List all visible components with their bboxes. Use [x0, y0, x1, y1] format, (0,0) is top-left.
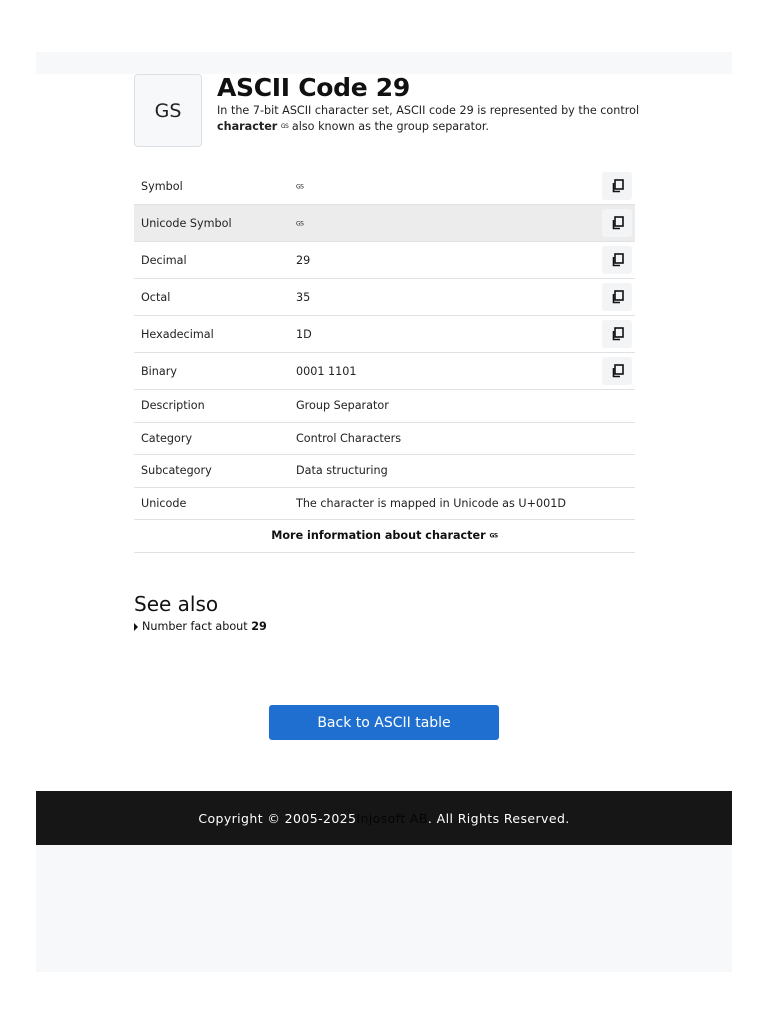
row-label: Decimal [134, 242, 289, 279]
table-row-category [134, 422, 635, 455]
footer-copyright-suffix: . All Rights Reserved. [427, 810, 570, 826]
table-row-description [134, 390, 635, 423]
copy-icon [611, 216, 624, 230]
table-row-octal [134, 279, 635, 316]
intro-suffix: also known as the group separator. [288, 120, 489, 133]
more-info-link[interactable] [134, 520, 635, 553]
row-label: Octal [134, 279, 289, 316]
table-row-decimal [134, 242, 635, 279]
copy-cell [601, 242, 635, 279]
symbol-badge-text: GS [154, 99, 182, 122]
character-info-table [134, 168, 635, 553]
more-info-symbol: GS [489, 532, 498, 540]
row-value: Group Separator [289, 390, 635, 423]
copy-binary-button[interactable] [602, 357, 632, 385]
row-label: Unicode Symbol [134, 205, 289, 242]
table-row-unicode [134, 487, 635, 520]
table-row-binary [134, 353, 635, 390]
row-label: Symbol [134, 168, 289, 205]
symbol-glyph: GS [296, 183, 304, 190]
row-value: Data structuring [289, 455, 635, 488]
row-value [289, 205, 601, 242]
number-fact-prefix: Number fact about [142, 620, 252, 633]
copy-decimal-button[interactable] [602, 246, 632, 274]
number-fact-link[interactable] [142, 619, 267, 635]
copy-icon [611, 364, 624, 378]
more-info-text: More information about character [271, 529, 490, 543]
intro-prefix: In the 7-bit ASCII character set, ASCII code 29 is represented by the control [217, 104, 640, 117]
copy-symbol-button[interactable] [602, 172, 632, 200]
row-value: 35 [289, 279, 601, 316]
row-label: Binary [134, 353, 289, 390]
back-to-ascii-table-button[interactable]: Back to ASCII table [269, 705, 499, 740]
row-label: Subcategory [134, 455, 289, 488]
unicode-symbol-glyph: GS [296, 220, 304, 227]
table-row-subcategory [134, 455, 635, 488]
row-label: Hexadecimal [134, 316, 289, 353]
row-value: 1D [289, 316, 601, 353]
footer-copyright-prefix: Copyright © 2005-2025 [198, 810, 357, 826]
number-fact-number: 29 [251, 620, 267, 633]
copy-hexadecimal-button[interactable] [602, 320, 632, 348]
table-row-unicode-symbol [134, 205, 635, 242]
row-value: Control Characters [289, 422, 635, 455]
copy-cell [601, 316, 635, 353]
row-label: Category [134, 422, 289, 455]
footer-company-link[interactable]: Injosoft AB [356, 810, 428, 826]
copy-cell [601, 205, 635, 242]
page-title: ASCII Code 29 [217, 73, 410, 102]
see-also-heading: See also [134, 592, 219, 616]
copy-unicode-symbol-button[interactable] [602, 209, 632, 237]
table-row-more-info [134, 520, 635, 553]
caret-right-icon [134, 623, 138, 631]
copy-icon [611, 253, 624, 267]
intro-text [217, 103, 641, 135]
see-also-list-item [134, 619, 267, 635]
copy-icon [611, 327, 624, 341]
intro-char-word: character [217, 120, 278, 133]
row-value [289, 168, 601, 205]
row-label: Unicode [134, 487, 289, 520]
copy-octal-button[interactable] [602, 283, 632, 311]
table-row-hexadecimal [134, 316, 635, 353]
row-value: The character is mapped in Unicode as U+001D [289, 487, 635, 520]
table-row-symbol [134, 168, 635, 205]
intro-symbol: GS [280, 123, 289, 130]
row-label: Description [134, 390, 289, 423]
symbol-badge [134, 74, 202, 147]
copy-cell [601, 353, 635, 390]
row-value: 29 [289, 242, 601, 279]
copy-icon [611, 290, 624, 304]
copy-icon [611, 179, 624, 193]
footer [36, 791, 732, 845]
copy-cell [601, 279, 635, 316]
row-value: 0001 1101 [289, 353, 601, 390]
copy-cell [601, 168, 635, 205]
